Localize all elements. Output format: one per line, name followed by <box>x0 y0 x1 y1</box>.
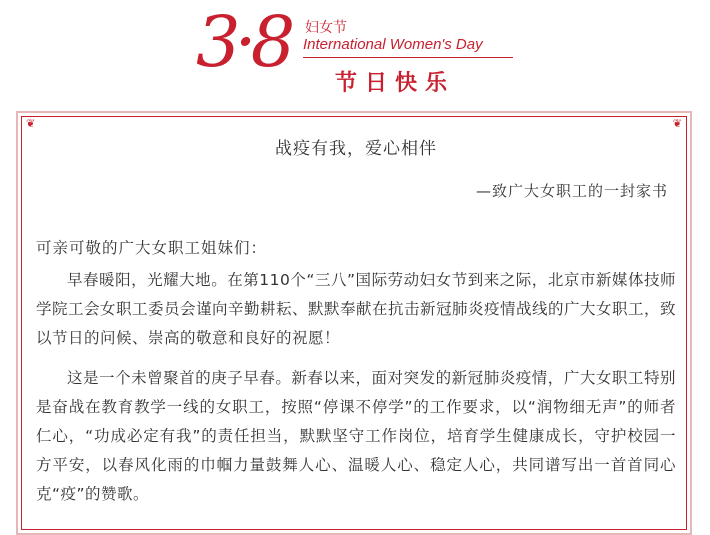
letter-paragraph: 这是一个未曾聚首的庚子早春。新春以来，面对突发的新冠肺炎疫情，广大女职工特别是奋战在教育教学一线的女职工，按照“停课不停学”的工作要求，以“润物细无声”的师者仁心，“功成必定有我”的责任担当，默默坚守工作岗位，培育学生健康成长，守护校园一方平安，以春风化雨的巾帼力量鼓舞人心、温暖人心、稳定人心，共同谱写出一首首同心克“疫”的赞歌。 <box>36 369 676 503</box>
festival-greeting: 节日快乐 <box>335 71 456 96</box>
womens-day-logo-number: 3·8 <box>196 1 290 83</box>
womens-day-logo-cn: 妇女节 <box>305 20 347 36</box>
letter-greeting: 可亲可敬的广大女职工姐妹们： <box>36 239 268 257</box>
letter-subtitle: —致广大女职工的一封家书 <box>475 182 668 200</box>
page-header <box>0 0 710 110</box>
womens-day-logo-en: International Women's Day <box>303 36 483 53</box>
logo-divider <box>303 57 513 58</box>
letter-paragraph: 早春暖阳，光耀大地。在第110个“三八”国际劳动妇女节到来之际，北京市新媒体技师学院工会女职工委员会谨向辛勤耕耘、默默奉献在抗击新冠肺炎疫情战线的广大女职工，致以节日的问候、崇高的敬意和良好的祝愿！ <box>36 271 677 347</box>
letter-title: 战疫有我，爱心相伴 <box>275 139 437 159</box>
corner-ornament-icon: ❦ <box>26 117 36 130</box>
corner-ornament-icon: ❦ <box>672 117 682 130</box>
